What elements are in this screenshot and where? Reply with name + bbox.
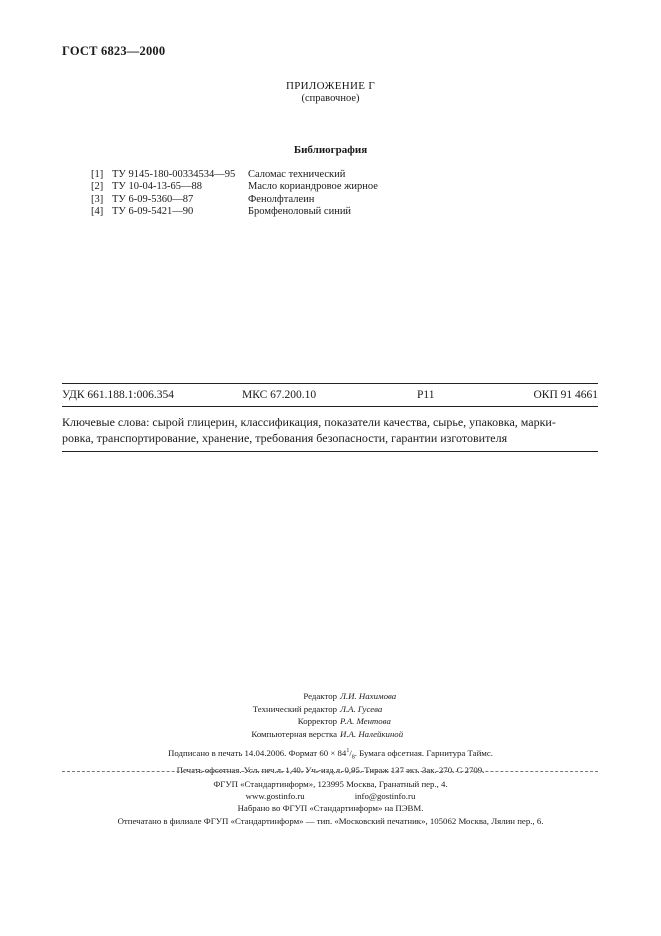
ref-code: ТУ 10-04-13-65—88	[112, 181, 202, 193]
email-link[interactable]: info@gostinfo.ru	[354, 791, 416, 802]
document-standard-number: ГОСТ 6823—2000	[62, 44, 166, 58]
editor-role: Компьютерная верстка	[251, 728, 337, 739]
ref-name: Бромфеноловый синий	[248, 206, 352, 218]
publisher-contacts	[0, 790, 661, 802]
udk-code: УДК 661.188.1:006.354	[62, 389, 174, 401]
bibliography-title: Библиография	[293, 144, 368, 156]
keywords-block	[62, 414, 598, 446]
divider	[62, 383, 598, 384]
ref-name: Саломас технический	[248, 169, 346, 180]
printing-line: Подписано в печать 14.04.2006. Формат $60 \times 84^1/_8$. Бумага офсетная. Гарнитура Таймс.	[168, 747, 493, 761]
editor-role: Корректор	[297, 716, 337, 726]
editor-role: Редактор	[303, 691, 337, 701]
publisher-info	[0, 778, 661, 827]
editor-line	[0, 728, 661, 741]
editor-role: Технический редактор	[252, 703, 337, 714]
ref-number: [3]	[91, 193, 104, 205]
ref-code: ТУ 6-09-5421—90	[112, 206, 194, 218]
appendix-title: ПРИЛОЖЕНИЕ Г	[285, 80, 376, 92]
ref-code: ТУ 6-09-5360—87	[112, 193, 194, 205]
keywords-line: Ключевые слова: сырой глицерин, классификация, показатели качества, сырье, упаковка, марки-	[62, 415, 556, 429]
classification-row	[62, 389, 598, 403]
ref-number: [2]	[91, 181, 104, 193]
editor-line	[0, 690, 661, 703]
ref-number: [4]	[91, 206, 104, 218]
website-link[interactable]: www.gostinfo.ru	[245, 791, 305, 802]
printing-line: Печать офсетная. Усл. печ.л. 1,40. Уч.-изд.л. 0,95. Тираж 137 экз. Зак. 270. С 2709.	[176, 764, 485, 775]
publisher-address: ФГУП «Стандартинформ», 123995 Москва, Гранатный пер., 4.	[213, 779, 448, 789]
ref-name: Масло кориандровое жирное	[248, 181, 378, 193]
printing-house-note: Отпечатано в филиале ФГУП «Стандартинформ» — тип. «Московский печатник», 105062 Москва, Лялин пер., 6.	[117, 815, 544, 826]
bibliography-item	[91, 194, 378, 206]
divider	[62, 451, 598, 452]
bibliography-list	[91, 169, 378, 219]
editor-line	[0, 703, 661, 716]
mks-code: МКС 67.200.10	[242, 389, 317, 401]
okp-code: ОКП 91 4661	[533, 389, 598, 401]
bibliography-item	[91, 206, 378, 218]
ref-name: Фенолфталеин	[248, 193, 315, 205]
editor-name: И.А. Налейкиной	[340, 728, 404, 739]
editor-name: Р.А. Ментова	[340, 716, 391, 726]
editor-line	[0, 715, 661, 728]
editors-block	[0, 690, 661, 740]
appendix-subtitle: (справочное)	[301, 93, 360, 104]
bibliography-item	[91, 169, 378, 181]
editor-name: Л.А. Гусева	[340, 703, 383, 714]
bibliography-item	[91, 181, 378, 193]
group-code: Р11	[417, 389, 435, 401]
editor-name: Л.И. Нахимова	[340, 691, 397, 701]
divider	[62, 406, 598, 407]
dashed-divider	[62, 771, 598, 772]
ref-code: ТУ 9145-180-00334534—95	[112, 169, 236, 180]
keywords-line: ровка, транспортирование, хранение, требования безопасности, гарантии изготовителя	[62, 431, 508, 445]
typesetting-note: Набрано во ФГУП «Стандартинформ» на ПЭВМ.	[237, 803, 424, 814]
ref-number: [1]	[91, 169, 104, 180]
